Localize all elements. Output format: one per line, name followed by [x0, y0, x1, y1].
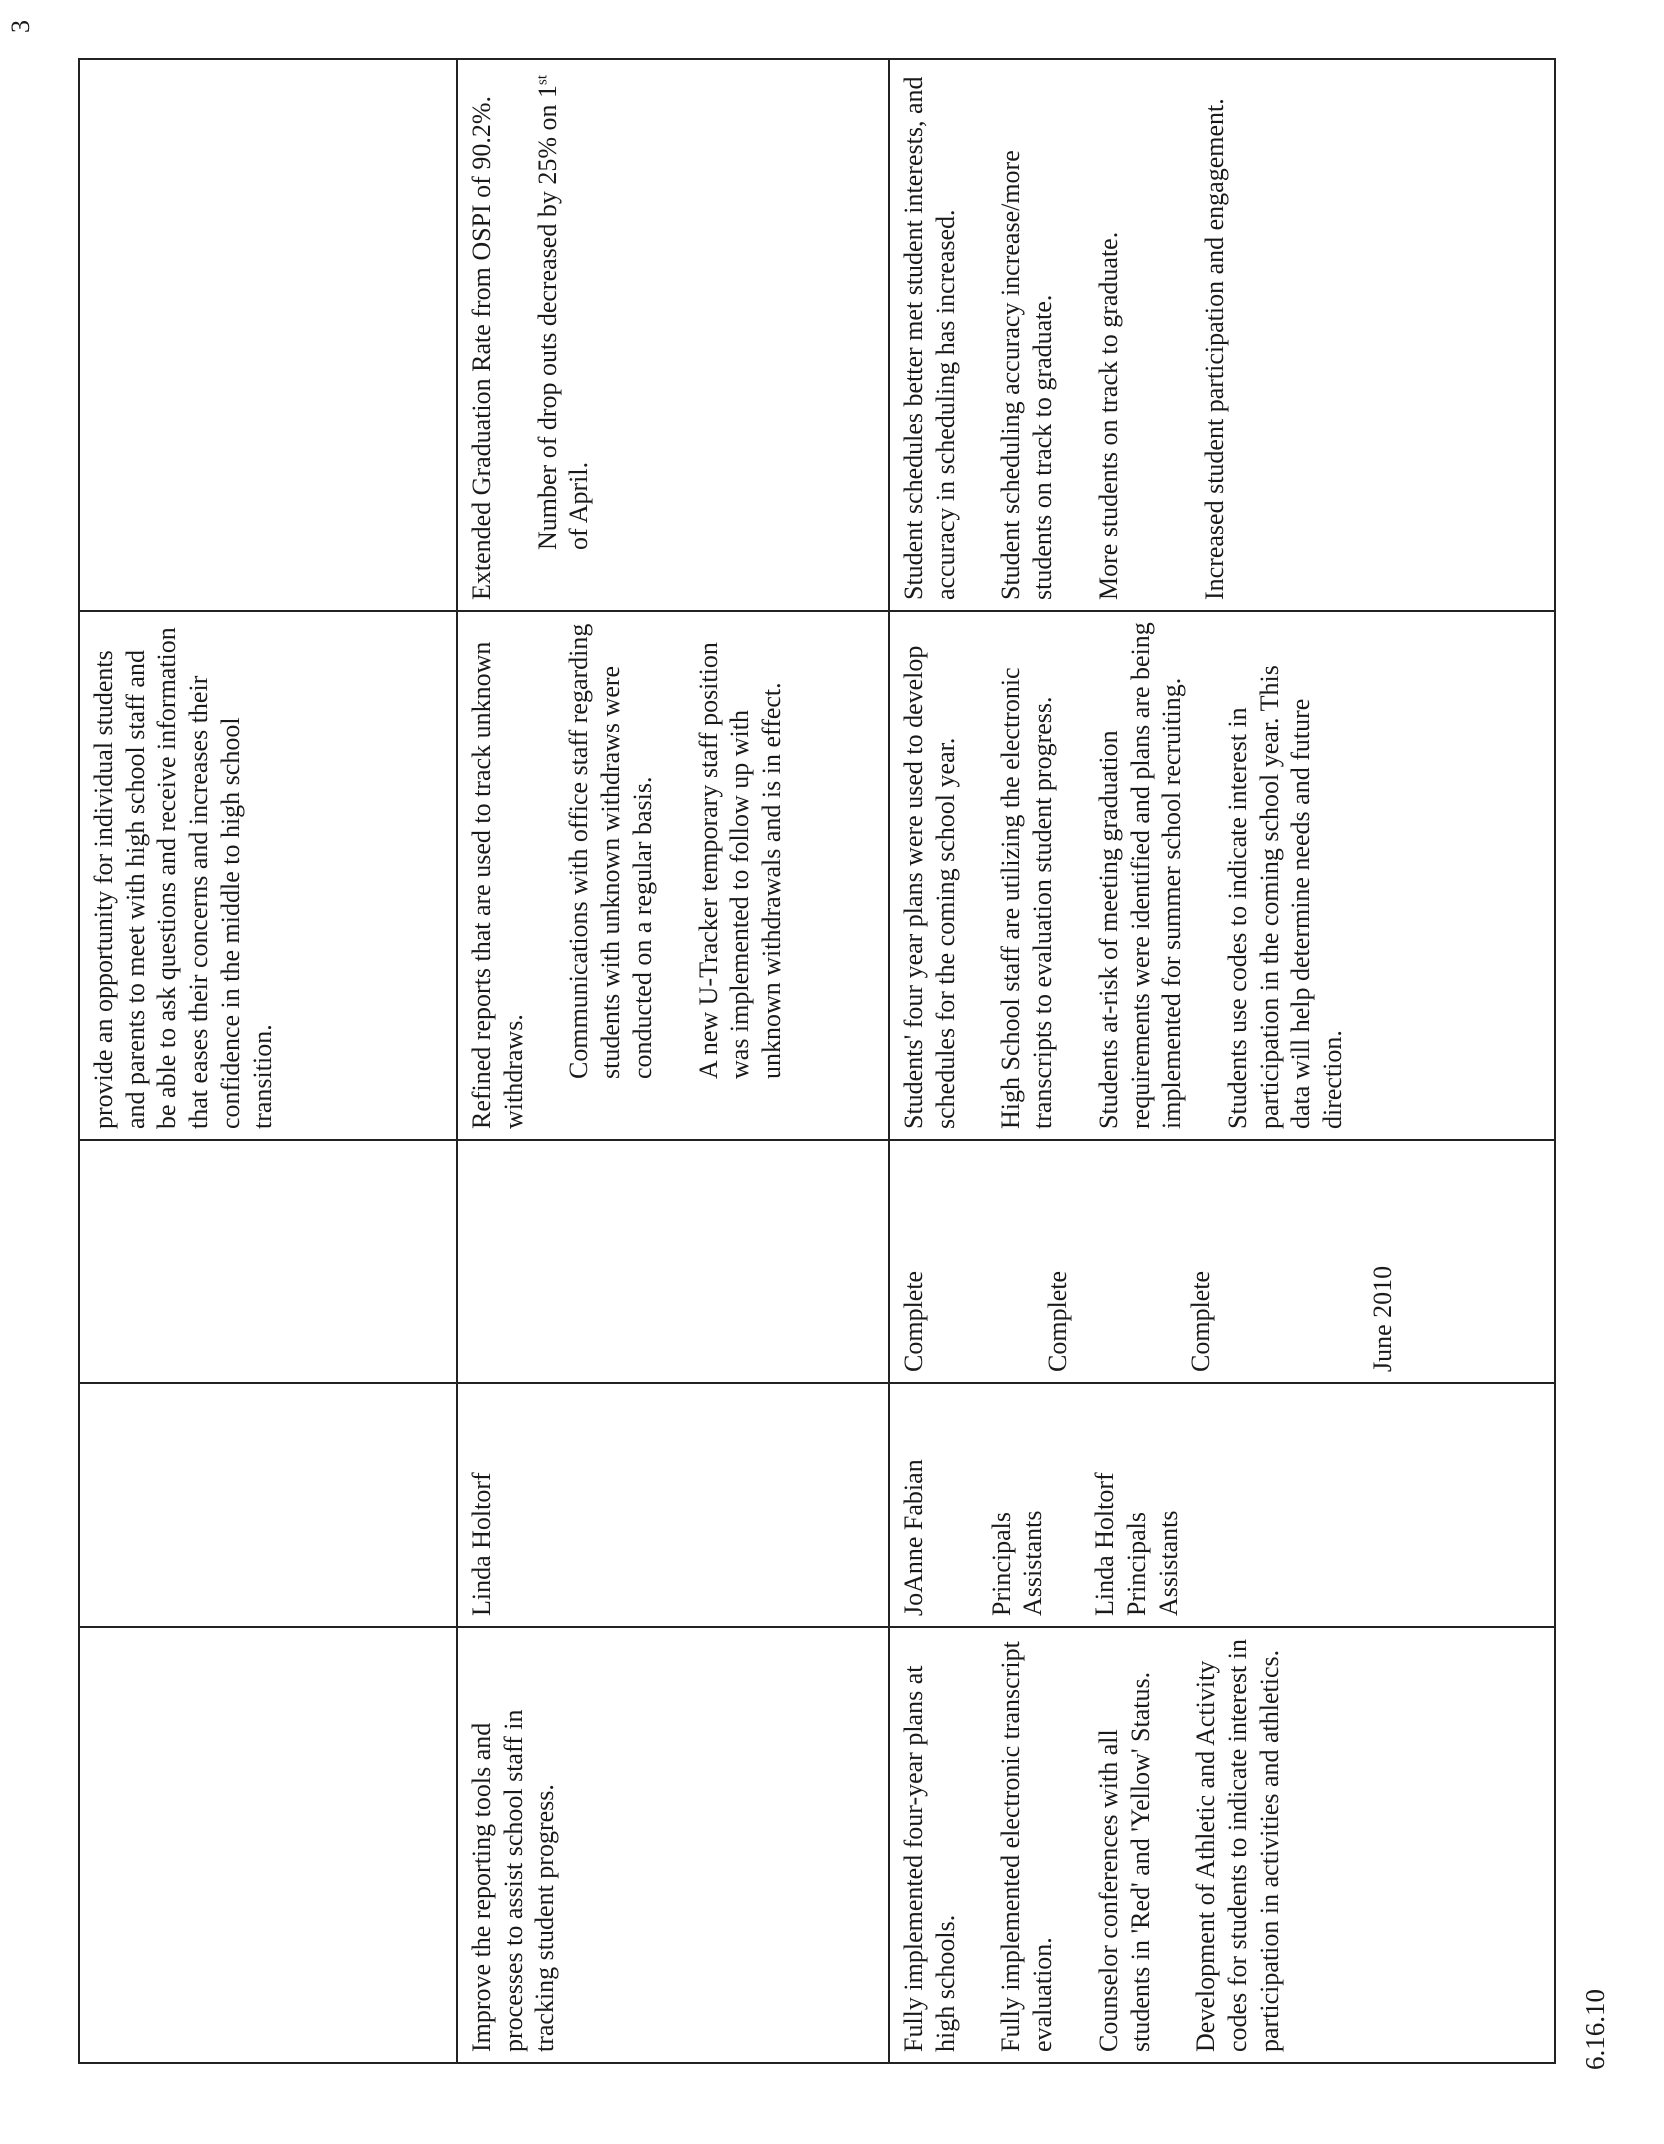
action-plan-table — [78, 58, 1556, 2064]
evidence-text: A new U-Tracker temporary staff position was implemented to follow up with unknown withdrawals and is in effect. — [693, 642, 787, 1079]
impact-text-part: Number of drop outs decreased by 25% on 1 — [532, 85, 562, 550]
evidence-text: Students at-risk of meeting graduation requirements were identified and plans are being implemented for summer school recruiting. — [1093, 622, 1187, 1129]
table-row — [457, 59, 889, 2063]
status-text: June 2010 — [1368, 1265, 1398, 1372]
goal-text: Fully implemented four-year plans at high schools. — [899, 1665, 960, 2052]
evidence-cell — [889, 611, 1555, 1140]
responsible-cell — [889, 1383, 1555, 1627]
timeline-cell — [889, 1140, 1555, 1383]
responsible-cell — [457, 1383, 889, 1627]
goal-text: Fully implemented electronic transcript evaluation. — [996, 1641, 1058, 2052]
impact-text: Increased student participation and engagement. — [1199, 98, 1229, 600]
table-row — [889, 59, 1555, 2063]
status-text: Complete — [1042, 1270, 1072, 1372]
evidence-cell — [457, 611, 889, 1140]
table-row — [79, 59, 457, 2063]
evidence-text: Students use codes to indicate interest in participation in the coming school year. This data will help determine needs and future direction. — [1223, 665, 1348, 1129]
impact-text — [532, 70, 595, 600]
ordinal-suffix: st — [534, 74, 551, 85]
impact-text: Student scheduling accuracy increase/more students on track to graduate. — [996, 150, 1058, 600]
responsible-name: Assistants — [1018, 1510, 1048, 1616]
responsible-name: Assistants — [1153, 1510, 1183, 1616]
evidence-cell — [79, 611, 457, 1140]
responsible-name: Principals — [1121, 1512, 1151, 1616]
evidence-text: Refined reports that are used to track unknown withdraws. — [467, 641, 528, 1129]
responsible-name: Principals — [986, 1512, 1016, 1616]
impact-text: More students on track to graduate. — [1093, 231, 1123, 600]
evidence-text: Communications with office staff regarding students with unknown withdraws were conducted on a regular basis. — [564, 623, 657, 1079]
goal-cell — [457, 1627, 889, 2063]
timeline-cell — [79, 1140, 457, 1383]
goal-text: Improve the reporting tools and processes to assist school staff in tracking student progress. — [467, 1709, 560, 2052]
goal-text: Development of Athletic and Activity codes for students to indicate interest in participation in activities and athletics. — [1191, 1638, 1284, 2052]
status-text: Complete — [899, 1270, 928, 1372]
evidence-text: High School staff are utilizing the electronic transcripts to evaluation student progress. — [996, 667, 1058, 1129]
impact-text: Student schedules better met student interests, and accuracy in scheduling has increased. — [899, 76, 960, 600]
evidence-text: Students' four year plans were used to develop schedules for the coming school year. — [899, 645, 960, 1129]
impact-cell — [79, 59, 457, 611]
evidence-text: provide an opportunity for individual students and parents to meet with high school staff and be able to ask questions and receive information that eases their concerns and increases their confidence in the middle to high school transition. — [89, 627, 277, 1129]
footer-date: 6.16.10 — [1580, 1989, 1610, 2070]
page-number: 3 — [6, 20, 35, 33]
goal-cell — [889, 1627, 1555, 2063]
responsible-name: Linda Holtorf — [1090, 1472, 1120, 1616]
status-text: Complete — [1186, 1270, 1216, 1372]
goal-cell — [79, 1627, 457, 2063]
responsible-cell — [79, 1383, 457, 1627]
goal-text: Counselor conferences with all students in 'Red' and 'Yellow' Status. — [1093, 1671, 1155, 2052]
impact-cell — [457, 59, 889, 611]
timeline-cell — [457, 1140, 889, 1383]
responsible-name: JoAnne Fabian — [899, 1459, 928, 1616]
impact-cell — [889, 59, 1555, 611]
impact-text: Extended Graduation Rate from OSPI of 90.2%. — [467, 95, 496, 600]
impact-text-part: of April. — [564, 461, 594, 550]
responsible-name: Linda Holtorf — [467, 1472, 496, 1616]
